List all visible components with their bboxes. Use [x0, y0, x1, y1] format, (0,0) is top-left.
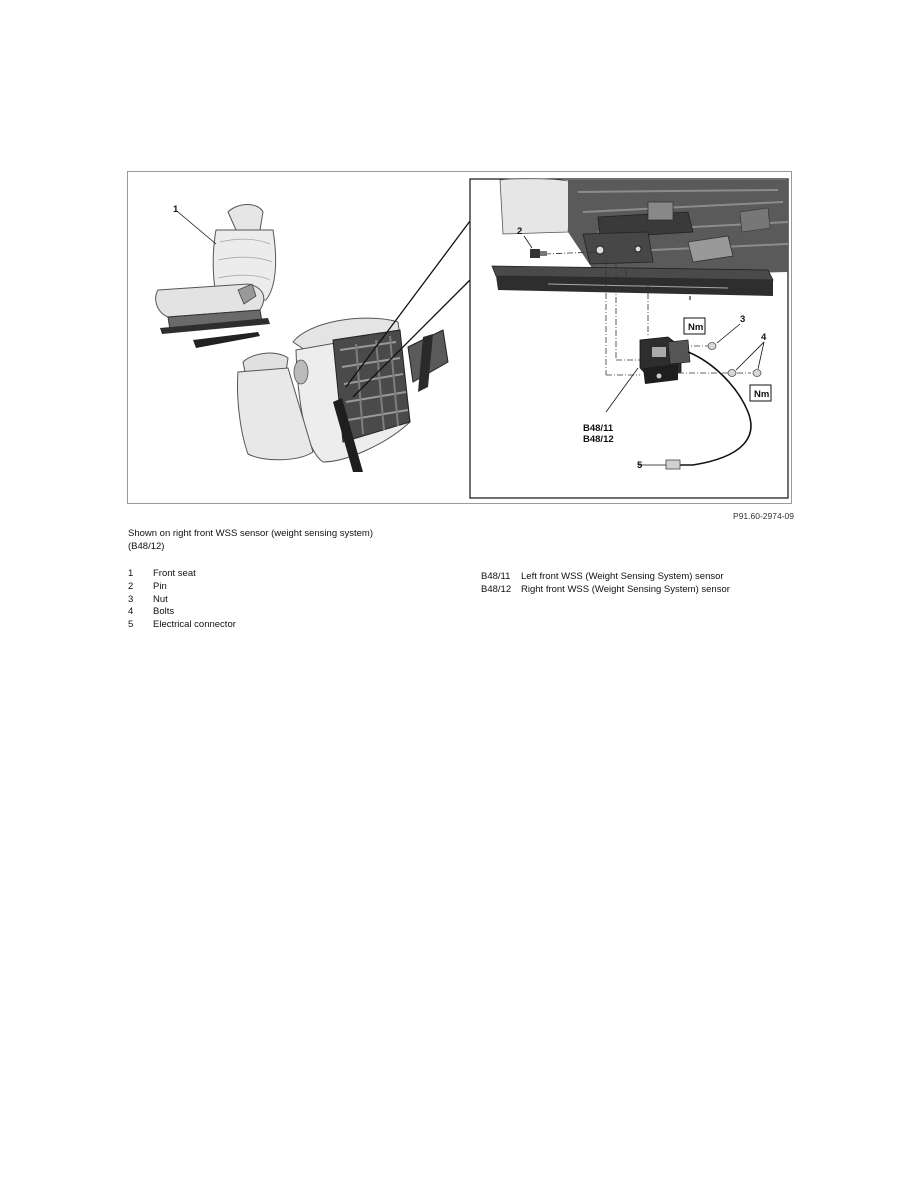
legend-label: Pin: [153, 580, 167, 592]
callout-nut: 3: [740, 314, 746, 325]
caption-line-2: (B48/12): [128, 540, 165, 552]
legend-label: Front seat: [153, 568, 196, 579]
torque-label-2: Nm: [754, 389, 770, 400]
nut-drawing: [708, 343, 716, 350]
figure-panel: [127, 171, 792, 504]
legend-code: B48/12: [481, 583, 512, 595]
legend-label: Bolts: [153, 606, 175, 618]
legend-num: 5: [128, 619, 134, 631]
legend-list: [128, 568, 236, 632]
legend-code-label: Right front WSS (Weight Sensing System) sensor: [521, 583, 730, 595]
torque-label-1: Nm: [688, 322, 704, 333]
legend-num: 1: [128, 568, 134, 579]
legend-item: [128, 606, 236, 619]
legend-item: [128, 568, 236, 581]
legend-item: [128, 594, 236, 607]
figure-id: P91.60-2974-09: [733, 511, 794, 521]
legend-num: 2: [128, 580, 134, 592]
legend-num: 3: [128, 593, 134, 605]
legend-label: Electrical connector: [153, 619, 236, 631]
front-seat-drawing: [156, 205, 276, 349]
legend-item: [128, 581, 236, 594]
legend-item: [128, 619, 236, 632]
callout-front-seat: 1: [173, 204, 179, 215]
callout-sensor-left: B48/11: [583, 423, 614, 434]
legend-code-list: [481, 571, 730, 597]
seat-illustration: [128, 172, 793, 505]
caption-line-1: Shown on right front WSS sensor (weight sensing system): [128, 528, 373, 539]
legend-label: Nut: [153, 593, 168, 605]
callout-pin: 2: [517, 226, 523, 237]
legend-code: B48/11: [481, 571, 511, 582]
callout-connector: 5: [637, 460, 643, 471]
electrical-connector-drawing: [666, 460, 680, 469]
legend-code-label: Left front WSS (Weight Sensing System) sensor: [521, 571, 724, 582]
legend-code-item: [481, 584, 730, 597]
callout-bolts: 4: [761, 332, 767, 343]
seat-underside-drawing: [237, 318, 448, 472]
legend-num: 4: [128, 606, 134, 618]
figure-caption: [128, 528, 488, 553]
legend-code-item: [481, 571, 730, 584]
callout-sensor-right: B48/12: [583, 434, 614, 445]
